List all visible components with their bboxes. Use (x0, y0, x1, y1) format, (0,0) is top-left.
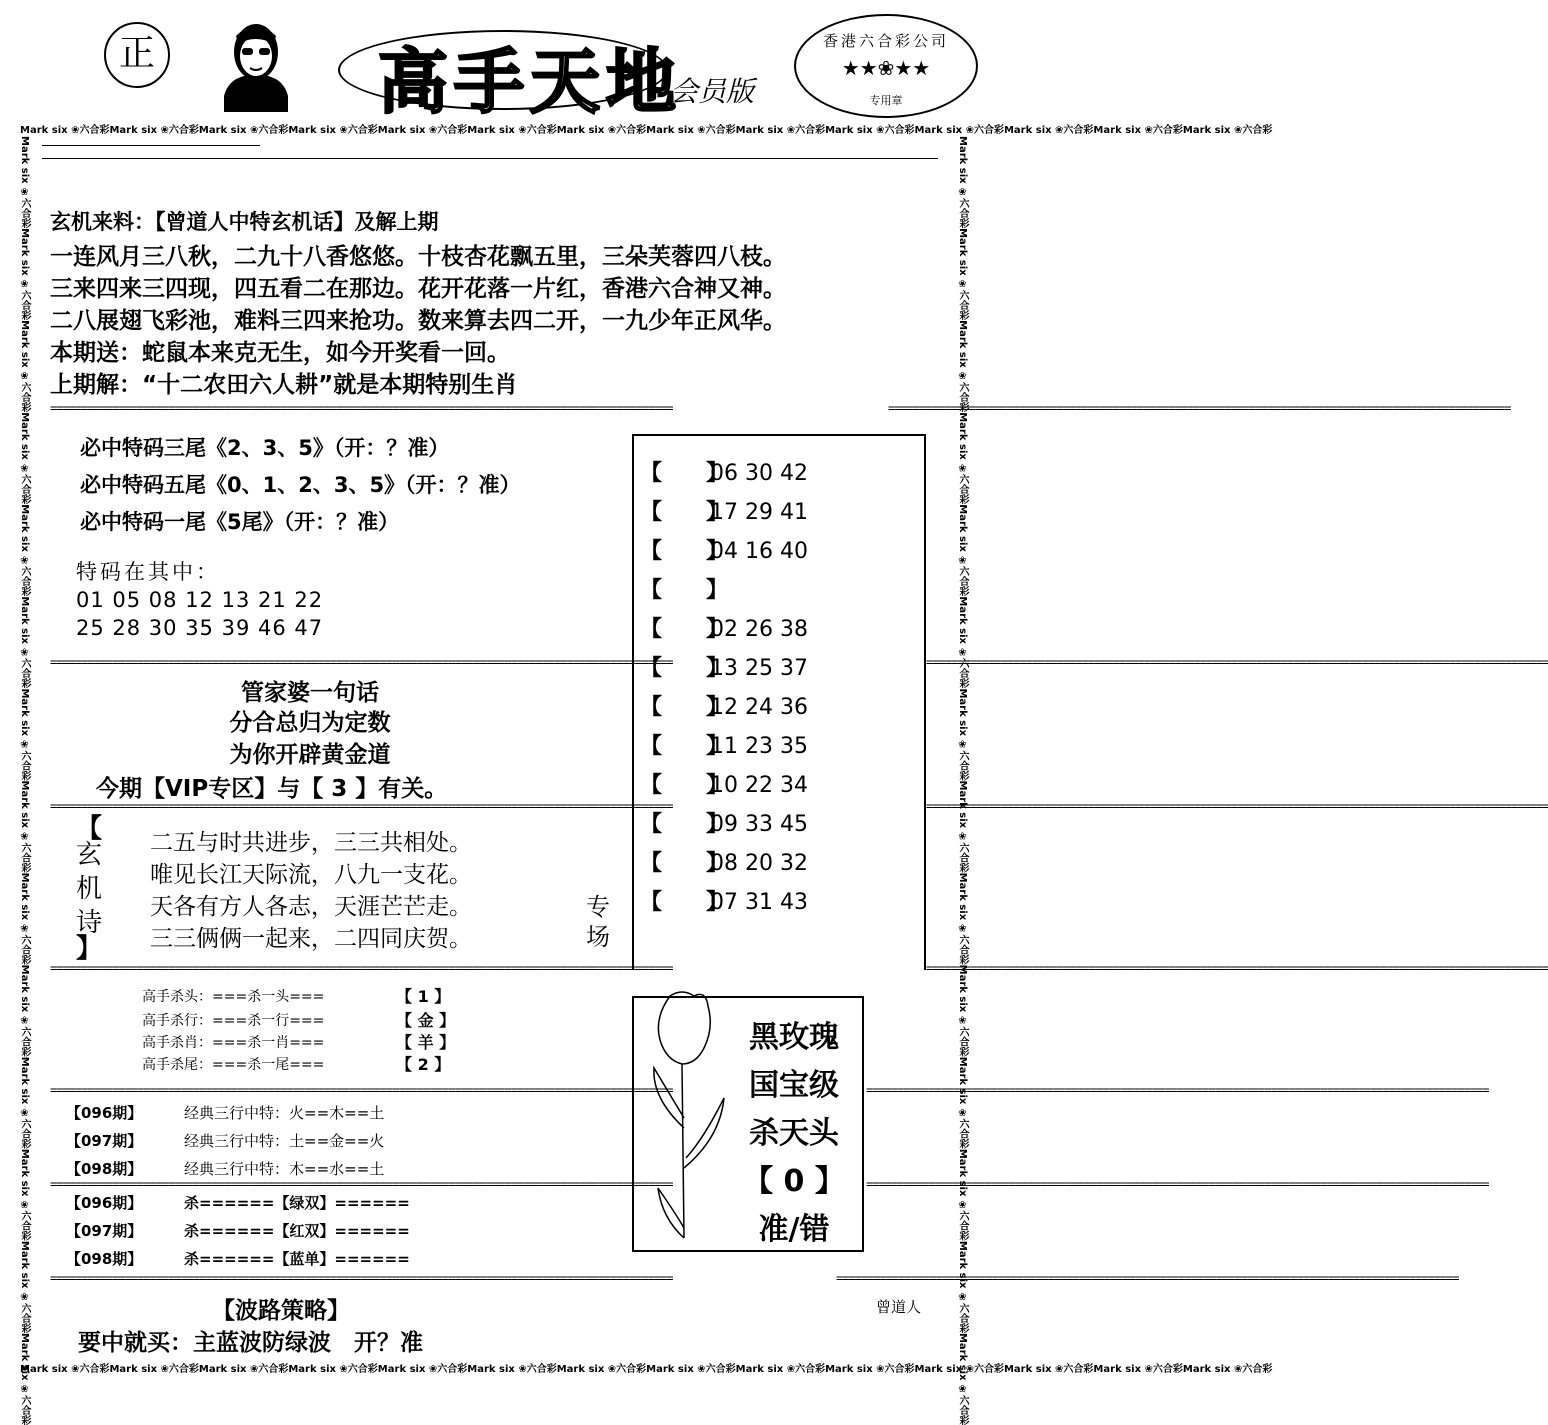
border-right: Mark six ❀六合彩Mark six ❀六合彩Mark six ❀六合彩Mark six ❀六合彩Mark six ❀六合彩Mark six ❀六合彩Mark six ❀六合彩Mark six ❀六合彩Mark six ❀六合彩Mark six ❀六合彩Mark six ❀六合彩Mark six ❀六合彩Mark six ❀六合彩Mark six ❀六合彩 (957, 136, 968, 1425)
number-row: 【 】06 30 42 (640, 461, 808, 486)
classic-text: 经典三行中特：木==水==土 (184, 1160, 385, 1178)
black-rose-box (632, 996, 864, 1252)
poem-side-label: 专 场 (586, 893, 610, 951)
strategy-title: 【波路策略】 (212, 1298, 350, 1324)
riddle-line-3: 二八展翅飞彩池，难料三四来抢功。数来算去四二开，一九少年正风华。 (50, 308, 786, 334)
housekeeper-line-3: 为你开辟黄金道 (229, 742, 391, 768)
wave-kill-period: 【097期】 (66, 1222, 143, 1240)
company-stamp (794, 14, 978, 118)
border-top: Mark six ❀六合彩Mark six ❀六合彩Mark six ❀六合彩Mark six ❀六合彩Mark six ❀六合彩Mark six ❀六合彩Mark six ❀六合彩Mark six ❀六合彩Mark six ❀六合彩Mark six ❀六合彩Mark six ❀六合彩Mark six ❀六合彩Mark six ❀六合彩Mark six ❀六合彩 (20, 125, 1273, 136)
riddle-heading: 玄机来料：【曾道人中特玄机话】及解上期 (50, 210, 439, 234)
tail-line-3: 必中特码一尾《5尾》（开：？准） (80, 510, 400, 534)
separator-7: ==================================================================================================== (50, 1271, 673, 1285)
kill-value: 【 2 】 (396, 1055, 451, 1074)
riddle-line-1: 一连风月三八秋，二九十八香悠悠。十枝杏花飘五里，三朵芙蓉四八枝。 (50, 244, 786, 270)
wave-kill-period: 【096期】 (66, 1194, 143, 1212)
number-row: 【 】08 20 32 (640, 851, 808, 876)
poem-line-2: 唯见长江天际流，八九一支花。 (150, 862, 472, 888)
wave-kill-period: 【098期】 (66, 1250, 143, 1268)
number-row: 【 】 (640, 578, 729, 603)
poem-label: 【 玄 机 诗 】 (75, 814, 102, 964)
separator-6: ==================================================================================================== (50, 1177, 673, 1191)
poem-line-4: 三三俩俩一起来，二四同庆贺。 (150, 926, 472, 952)
number-row: 【 】12 24 36 (640, 695, 808, 720)
riddle-line-2: 三来四来三四现，四五看二在那边。花开花落一片红，香港六合神又神。 (50, 276, 786, 302)
tail-line-2: 必中特码五尾《0、1、2、3、5》（开：？准） (80, 473, 521, 497)
kill-row: 高手杀尾：===杀一尾=== (142, 1057, 325, 1073)
kill-row: 高手杀行：===杀一行=== (142, 1013, 325, 1029)
separator-2-right: ==================================================================================================== (926, 655, 1548, 669)
housekeeper-line-2: 分合总归为定数 (229, 710, 391, 736)
number-row: 【 】07 31 43 (640, 890, 808, 915)
number-row: 【 】17 29 41 (640, 500, 808, 525)
separator-1: ==================================================================================================== (50, 401, 673, 415)
stamp-stars: ★★❀★★ (841, 56, 931, 80)
stamp-top-text: 香港六合彩公司 (822, 32, 949, 50)
wave-kill-text: 杀======【红双】====== (184, 1222, 410, 1240)
separator-2: ==================================================================================================== (50, 655, 673, 669)
strategy-line: 要中就买：主蓝波防绿波 开？准 (78, 1330, 423, 1356)
kill-row: 高手杀肖：===杀一肖=== (142, 1035, 325, 1051)
portrait-image (214, 16, 298, 112)
header-rule-short (42, 145, 260, 146)
riddle-this-issue: 本期送：蛇鼠本来克无生，如今开奖看一回。 (50, 340, 510, 366)
number-row: 【 】10 22 34 (640, 773, 808, 798)
riddle-last-issue: 上期解：“十二农田六人耕”就是本期特别生肖 (50, 372, 518, 398)
separator-5-right: ==================================================================================================== (866, 1083, 1489, 1097)
page-title: 高手天地 (378, 40, 682, 123)
separator-6-right: ==================================================================================================== (866, 1177, 1489, 1191)
housekeeper-line-1: 管家婆一句话 (241, 680, 379, 706)
stamp-bottom-text: 专用章 (869, 94, 903, 107)
classic-period: 【097期】 (66, 1132, 143, 1150)
vip-line: 今期【VIP专区】与【 3 】有关。 (96, 776, 448, 802)
separator-3: ==================================================================================================== (50, 799, 673, 813)
rose-line-2: 国宝级 (749, 1068, 839, 1103)
rose-line-1: 黑玫瑰 (749, 1020, 839, 1055)
separator-4-right: ==================================================================================================== (926, 961, 1548, 975)
classic-period: 【096期】 (66, 1104, 143, 1122)
kill-row: 高手杀头：===杀一头=== (142, 989, 325, 1005)
zheng-seal: 正 (104, 22, 170, 88)
special-row-1: 01 05 08 12 13 21 22 (76, 588, 324, 612)
author-signature: 曾道人 (876, 1298, 922, 1316)
number-row: 【 】09 33 45 (640, 812, 808, 837)
separator-7-right: ==================================================================================================== (836, 1271, 1459, 1285)
number-row: 【 】04 16 40 (640, 539, 808, 564)
tail-line-1: 必中特码三尾《2、3、5》（开：？准） (80, 436, 450, 460)
number-row: 【 】02 26 38 (640, 617, 808, 642)
rose-line-3: 杀天头 (749, 1116, 839, 1151)
rose-line-5: 准/错 (758, 1212, 830, 1247)
wave-kill-text: 杀======【蓝单】====== (184, 1250, 410, 1268)
kill-value: 【 金 】 (396, 1011, 456, 1030)
number-row: 【 】13 25 37 (640, 656, 808, 681)
border-bottom: Mark six ❀六合彩Mark six ❀六合彩Mark six ❀六合彩Mark six ❀六合彩Mark six ❀六合彩Mark six ❀六合彩Mark six ❀六合彩Mark six ❀六合彩Mark six ❀六合彩Mark six ❀六合彩Mark six ❀六合彩Mark six ❀六合彩Mark six ❀六合彩Mark six ❀六合彩 (20, 1364, 1273, 1375)
separator-5: ==================================================================================================== (50, 1083, 673, 1097)
poem-line-3: 天各有方人各志，天涯芒芒走。 (150, 894, 472, 920)
border-left: Mark six ❀六合彩Mark six ❀六合彩Mark six ❀六合彩Mark six ❀六合彩Mark six ❀六合彩Mark six ❀六合彩Mark six ❀六合彩Mark six ❀六合彩Mark six ❀六合彩Mark six ❀六合彩Mark six ❀六合彩Mark six ❀六合彩Mark six ❀六合彩Mark six ❀六合彩 (19, 136, 30, 1425)
separator-4: ==================================================================================================== (50, 961, 673, 975)
kill-value: 【 羊 】 (396, 1033, 456, 1052)
tulip-icon (642, 988, 732, 1244)
header-rule (42, 158, 938, 159)
separator-1-right: ==================================================================================================== (888, 401, 1511, 415)
wave-kill-text: 杀======【绿双】====== (184, 1194, 410, 1212)
special-row-2: 25 28 30 35 39 46 47 (76, 616, 324, 640)
kill-value: 【 1 】 (396, 987, 451, 1006)
separator-3-right: ==================================================================================================== (926, 799, 1548, 813)
classic-text: 经典三行中特：土==金==火 (184, 1132, 385, 1150)
classic-period: 【098期】 (66, 1160, 143, 1178)
poem-line-1: 二五与时共进步，三三共相处。 (150, 830, 472, 856)
rose-line-4: 【 0 】 (743, 1164, 845, 1199)
classic-text: 经典三行中特：火==木==土 (184, 1104, 385, 1122)
number-row: 【 】11 23 35 (640, 734, 808, 759)
special-label: 特码在其中： (76, 560, 220, 584)
page-subtitle: 会员版 (670, 75, 755, 108)
